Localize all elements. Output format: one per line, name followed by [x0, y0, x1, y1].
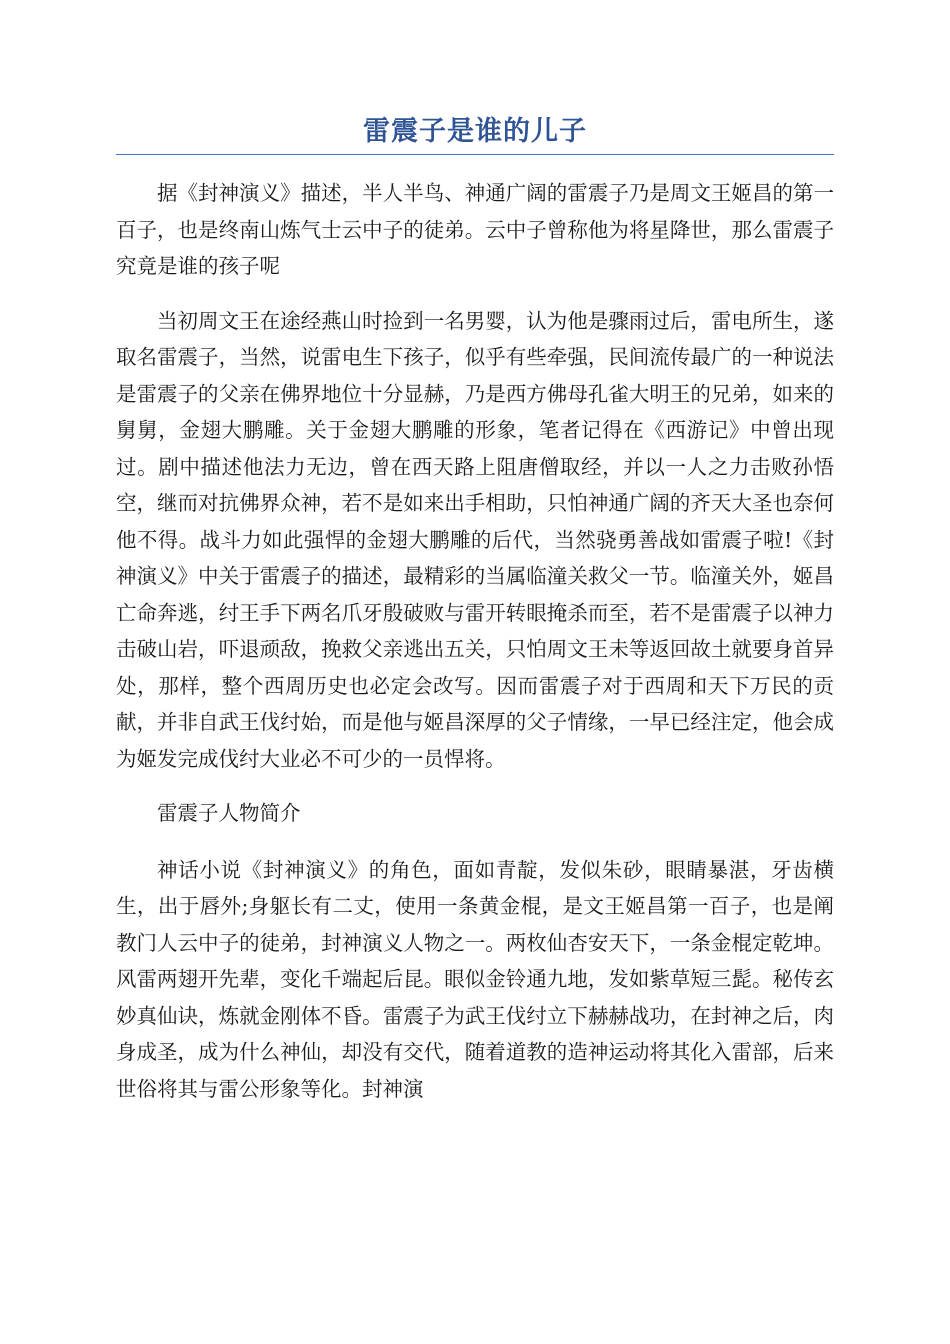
paragraph-origin-story: 当初周文王在途经燕山时捡到一名男婴，认为他是骤雨过后，雷电所生，遂取名雷震子，当然，说雷电生下孩子，似乎有些牵强，民间流传最广的一种说法是雷震子的父亲在佛界地位十分显赫，乃是西方佛母孔雀大明王的兄弟，如来的舅舅，金翅大鹏雕。关于金翅大鹏雕的形象，笔者记得在《西游记》中曾出现过。剧中描述他法力无边，曾在西天路上阻唐僧取经，并以一人之力击败孙悟空，继而对抗佛界众神，若不是如来出手相助，只怕神通广阔的齐天大圣也奈何他不得。战斗力如此强悍的金翅大鹏雕的后代，当然骁勇善战如雷震子啦!《封神演义》中关于雷震子的描述，最精彩的当属临潼关救父一节。临潼关外，姬昌亡命奔逃，纣王手下两名爪牙殷破败与雷开转眼掩杀而至，若不是雷震子以神力击破山岩，吓退顽敌，挽救父亲逃出五关，只怕周文王未等返回故土就要身首异处，那样，整个西周历史也必定会改写。因而雷震子对于西周和天下万民的贡献，并非自武王伐纣始，而是他与姬昌深厚的父子情缘，一早已经注定，他会成为姬发完成伐纣大业必不可少的一员悍将。 — [116, 308, 834, 771]
paragraph-profile: 神话小说《封神演义》的角色，面如青靛，发似朱砂，眼睛暴湛，牙齿横生，出于唇外;身躯长有二丈，使用一条黄金棍，是文王姬昌第一百子，也是阐教门人云中子的徒弟，封神演义人物之一。两枚仙杏安天下，一条金棍定乾坤。风雷两翅开先辈，变化千端起后昆。眼似金铃通九地，发如紫草短三髭。秘传玄妙真仙诀，炼就金刚体不昏。雷震子为武王伐纣立下赫赫战功，在封神之后，肉身成圣，成为什么神仙，却没有交代，随着道教的造神运动将其化入雷部，后来世俗将其与雷公形象等化。封神演 — [116, 857, 834, 1101]
paragraph-intro: 据《封神演义》描述，半人半鸟、神通广阔的雷震子乃是周文王姬昌的第一百子，也是终南山炼气士云中子的徒弟。云中子曾称他为将星降世，那么雷震子究竟是谁的孩子呢 — [116, 181, 834, 278]
document-title: 雷震子是谁的儿子 — [363, 116, 587, 147]
document-page — [116, 112, 834, 1125]
title-underline — [116, 154, 834, 155]
section-heading-profile: 雷震子人物简介 — [157, 801, 301, 825]
